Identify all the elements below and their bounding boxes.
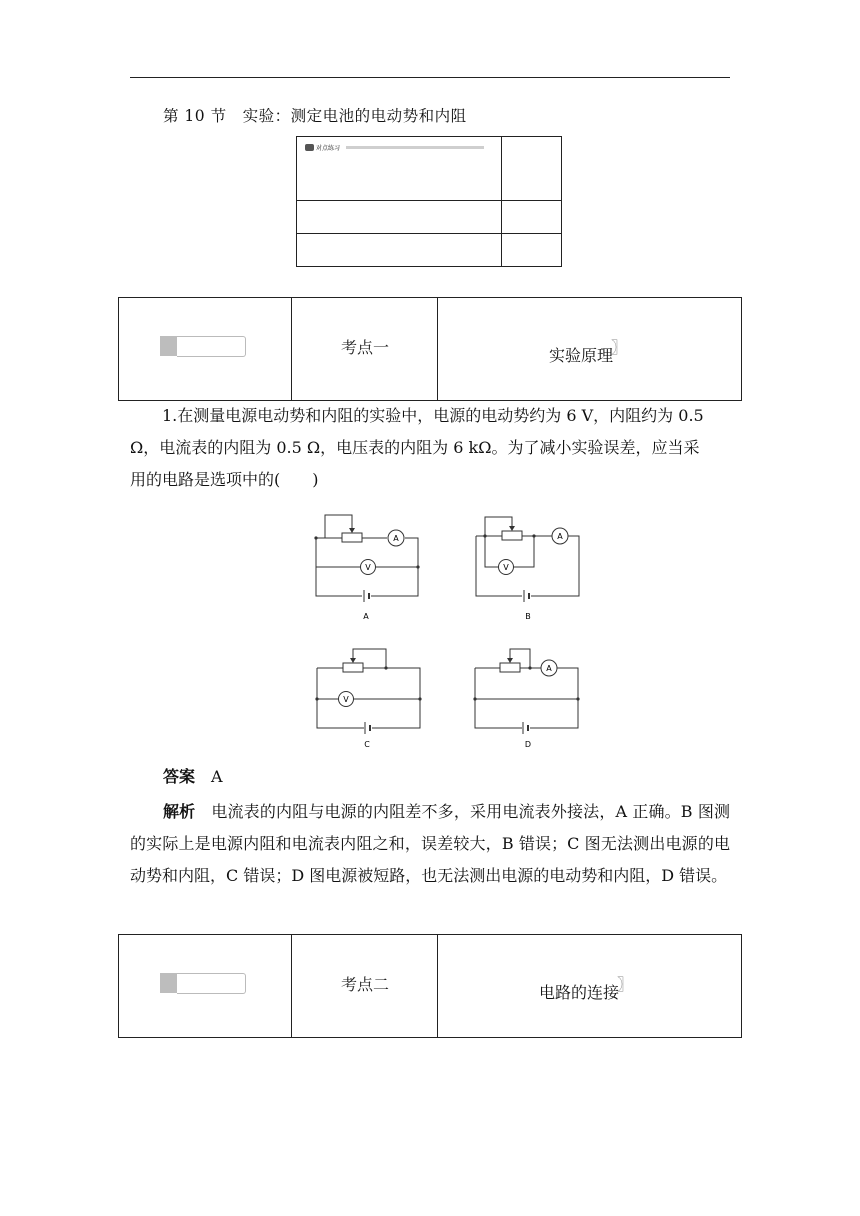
answer-value: A (211, 767, 223, 786)
practice-icon (305, 144, 314, 151)
ammeter-b-label: A (557, 532, 563, 541)
kaodian-tag-icon (160, 336, 246, 356)
circuit-c-label: C (364, 740, 370, 749)
circuit-c (308, 640, 430, 754)
circuit-d (466, 640, 588, 754)
circuit-b (468, 508, 588, 628)
question-1 (130, 400, 730, 496)
circuit-a (308, 508, 428, 628)
practice-header (305, 143, 484, 152)
practice-table (296, 136, 562, 267)
section-title (163, 104, 467, 126)
kaodian-1-number: 考点一 (341, 338, 390, 357)
section-number: 第 10 节 (163, 107, 227, 125)
kaodian-1-title: 实验原理 〗 (549, 338, 628, 365)
kaodian-2-number: 考点二 (341, 975, 390, 994)
question-line-2: Ω，电流表的内阻为 0.5 Ω，电压表的内阻为 6 kΩ。为了减小实验误差，应当采 (130, 438, 700, 457)
ammeter-a-label: A (393, 534, 399, 543)
explanation-text: 电流表的内阻与电源的内阻差不多，采用电流表外接法，A 正确。B 图测的实际上是电源内阻和电流表内阻之和，误差较大，B 错误；C 图无法测出电源的电动势和内阻，C 错误；D 图电源被短路，也无法测出电源的电动势和内阻，D 错误。 (130, 802, 730, 885)
circuit-b-label: B (525, 612, 531, 621)
kaodian-tag-icon (160, 973, 246, 993)
explanation (130, 796, 730, 892)
question-line-3: 用的电路是选项中的( ) (130, 470, 319, 489)
kaodian-2-box (118, 934, 742, 1038)
practice-bar (346, 146, 484, 149)
kaodian-2-title: 电路的连接 〗 (539, 975, 634, 1002)
circuit-d-label: D (524, 740, 532, 749)
kaodian-1-box (118, 297, 742, 401)
header-rule (130, 77, 730, 78)
explanation-label: 解析 (163, 802, 196, 821)
answer-label: 答案 (163, 767, 196, 786)
question-line-1: 1.在测量电源电动势和内阻的实验中，电源的电动势约为 6 V，内阻约为 0.5 (162, 406, 704, 425)
answer (163, 764, 223, 787)
practice-label: 对点练习 (316, 145, 341, 152)
section-name: 实验：测定电池的电动势和内阻 (242, 107, 467, 125)
voltmeter-a-label: V (365, 563, 371, 572)
voltmeter-c-label: V (343, 695, 349, 704)
circuit-a-label: A (363, 612, 369, 621)
ammeter-d-label: A (546, 664, 552, 673)
voltmeter-b-label: V (503, 563, 509, 572)
